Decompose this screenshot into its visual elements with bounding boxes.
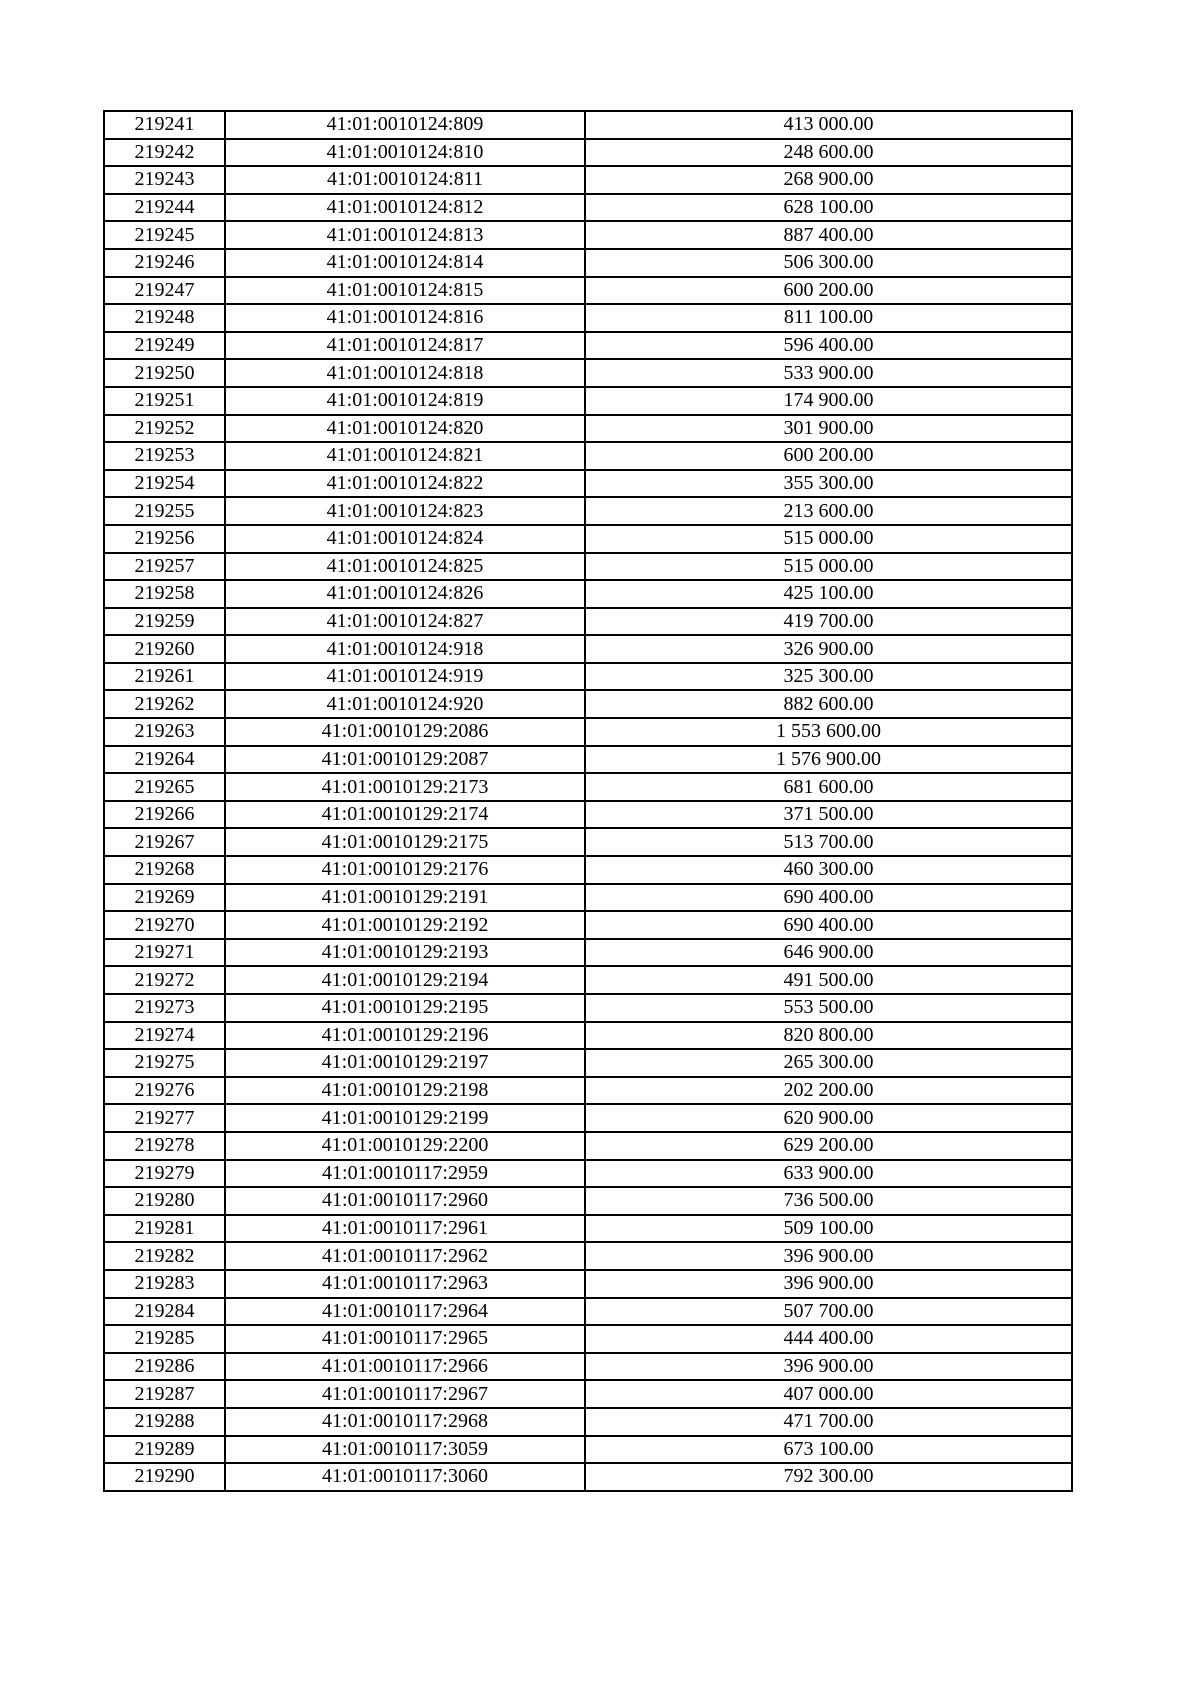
table-row xyxy=(104,1022,1072,1050)
row-number-cell: 219288 xyxy=(104,1408,225,1436)
table-row xyxy=(104,166,1072,194)
cadastral-number-cell: 41:01:0010124:809 xyxy=(225,111,585,139)
table-row xyxy=(104,828,1072,856)
cadastral-value-cell: 596 400.00 xyxy=(585,332,1072,360)
row-number-cell: 219244 xyxy=(104,194,225,222)
table-row xyxy=(104,1298,1072,1326)
table-row xyxy=(104,111,1072,139)
cadastral-number-cell: 41:01:0010124:919 xyxy=(225,663,585,691)
table-row xyxy=(104,1187,1072,1215)
cadastral-value-cell: 628 100.00 xyxy=(585,194,1072,222)
row-number-cell: 219259 xyxy=(104,608,225,636)
table-row xyxy=(104,608,1072,636)
row-number-cell: 219266 xyxy=(104,801,225,829)
row-number-cell: 219272 xyxy=(104,966,225,994)
cadastral-number-cell: 41:01:0010124:811 xyxy=(225,166,585,194)
row-number-cell: 219262 xyxy=(104,690,225,718)
table-row xyxy=(104,387,1072,415)
table-row xyxy=(104,856,1072,884)
cadastral-value-cell: 600 200.00 xyxy=(585,442,1072,470)
cadastral-number-cell: 41:01:0010124:810 xyxy=(225,139,585,167)
table-row xyxy=(104,1270,1072,1298)
row-number-cell: 219270 xyxy=(104,911,225,939)
cadastral-number-cell: 41:01:0010129:2200 xyxy=(225,1132,585,1160)
row-number-cell: 219282 xyxy=(104,1242,225,1270)
cadastral-number-cell: 41:01:0010129:2086 xyxy=(225,718,585,746)
cadastral-number-cell: 41:01:0010117:2967 xyxy=(225,1380,585,1408)
cadastral-value-cell: 792 300.00 xyxy=(585,1463,1072,1491)
table-row xyxy=(104,718,1072,746)
table-row xyxy=(104,911,1072,939)
row-number-cell: 219264 xyxy=(104,746,225,774)
table-row xyxy=(104,635,1072,663)
row-number-cell: 219263 xyxy=(104,718,225,746)
cadastral-value-cell: 553 500.00 xyxy=(585,994,1072,1022)
cadastral-value-cell: 887 400.00 xyxy=(585,221,1072,249)
row-number-cell: 219285 xyxy=(104,1325,225,1353)
table-row xyxy=(104,1325,1072,1353)
row-number-cell: 219287 xyxy=(104,1380,225,1408)
cadastral-value-cell: 425 100.00 xyxy=(585,580,1072,608)
row-number-cell: 219279 xyxy=(104,1160,225,1188)
cadastral-value-cell: 301 900.00 xyxy=(585,415,1072,443)
table-row xyxy=(104,525,1072,553)
table-row xyxy=(104,939,1072,967)
row-number-cell: 219290 xyxy=(104,1463,225,1491)
row-number-cell: 219248 xyxy=(104,304,225,332)
row-number-cell: 219269 xyxy=(104,884,225,912)
cadastral-number-cell: 41:01:0010117:3059 xyxy=(225,1436,585,1464)
table-row xyxy=(104,1104,1072,1132)
table-row xyxy=(104,442,1072,470)
cadastral-number-cell: 41:01:0010129:2175 xyxy=(225,828,585,856)
cadastral-number-cell: 41:01:0010124:822 xyxy=(225,470,585,498)
cadastral-value-cell: 174 900.00 xyxy=(585,387,1072,415)
table-row xyxy=(104,194,1072,222)
cadastral-value-cell: 202 200.00 xyxy=(585,1077,1072,1105)
row-number-cell: 219260 xyxy=(104,635,225,663)
row-number-cell: 219286 xyxy=(104,1353,225,1381)
cadastral-number-cell: 41:01:0010117:2961 xyxy=(225,1215,585,1243)
cadastral-value-cell: 620 900.00 xyxy=(585,1104,1072,1132)
table-row xyxy=(104,1132,1072,1160)
cadastral-value-table xyxy=(103,110,1073,1492)
row-number-cell: 219284 xyxy=(104,1298,225,1326)
cadastral-value-cell: 1 576 900.00 xyxy=(585,746,1072,774)
cadastral-number-cell: 41:01:0010117:2968 xyxy=(225,1408,585,1436)
cadastral-value-cell: 673 100.00 xyxy=(585,1436,1072,1464)
cadastral-value-cell: 471 700.00 xyxy=(585,1408,1072,1436)
cadastral-number-cell: 41:01:0010129:2087 xyxy=(225,746,585,774)
table-row xyxy=(104,470,1072,498)
row-number-cell: 219251 xyxy=(104,387,225,415)
cadastral-number-cell: 41:01:0010129:2197 xyxy=(225,1049,585,1077)
table-row xyxy=(104,359,1072,387)
table-row xyxy=(104,1463,1072,1491)
cadastral-value-cell: 811 100.00 xyxy=(585,304,1072,332)
table-row xyxy=(104,497,1072,525)
row-number-cell: 219257 xyxy=(104,553,225,581)
table-row xyxy=(104,966,1072,994)
cadastral-number-cell: 41:01:0010124:820 xyxy=(225,415,585,443)
cadastral-number-cell: 41:01:0010117:2959 xyxy=(225,1160,585,1188)
cadastral-number-cell: 41:01:0010117:2964 xyxy=(225,1298,585,1326)
row-number-cell: 219241 xyxy=(104,111,225,139)
cadastral-value-cell: 513 700.00 xyxy=(585,828,1072,856)
cadastral-number-cell: 41:01:0010129:2193 xyxy=(225,939,585,967)
cadastral-value-cell: 326 900.00 xyxy=(585,635,1072,663)
table-row xyxy=(104,1436,1072,1464)
table-row xyxy=(104,221,1072,249)
cadastral-value-cell: 506 300.00 xyxy=(585,249,1072,277)
cadastral-number-cell: 41:01:0010129:2173 xyxy=(225,773,585,801)
row-number-cell: 219247 xyxy=(104,277,225,305)
cadastral-value-cell: 268 900.00 xyxy=(585,166,1072,194)
cadastral-number-cell: 41:01:0010117:2962 xyxy=(225,1242,585,1270)
row-number-cell: 219261 xyxy=(104,663,225,691)
row-number-cell: 219246 xyxy=(104,249,225,277)
cadastral-number-cell: 41:01:0010129:2194 xyxy=(225,966,585,994)
cadastral-number-cell: 41:01:0010124:816 xyxy=(225,304,585,332)
row-number-cell: 219273 xyxy=(104,994,225,1022)
cadastral-value-cell: 444 400.00 xyxy=(585,1325,1072,1353)
row-number-cell: 219242 xyxy=(104,139,225,167)
cadastral-value-cell: 460 300.00 xyxy=(585,856,1072,884)
row-number-cell: 219258 xyxy=(104,580,225,608)
cadastral-number-cell: 41:01:0010124:826 xyxy=(225,580,585,608)
row-number-cell: 219250 xyxy=(104,359,225,387)
cadastral-value-cell: 820 800.00 xyxy=(585,1022,1072,1050)
cadastral-number-cell: 41:01:0010124:827 xyxy=(225,608,585,636)
cadastral-number-cell: 41:01:0010124:819 xyxy=(225,387,585,415)
table-row xyxy=(104,415,1072,443)
cadastral-number-cell: 41:01:0010129:2199 xyxy=(225,1104,585,1132)
cadastral-value-cell: 533 900.00 xyxy=(585,359,1072,387)
cadastral-value-cell: 882 600.00 xyxy=(585,690,1072,718)
table-row xyxy=(104,580,1072,608)
row-number-cell: 219255 xyxy=(104,497,225,525)
table-row xyxy=(104,1215,1072,1243)
row-number-cell: 219268 xyxy=(104,856,225,884)
cadastral-number-cell: 41:01:0010124:920 xyxy=(225,690,585,718)
cadastral-value-cell: 325 300.00 xyxy=(585,663,1072,691)
cadastral-number-cell: 41:01:0010117:2960 xyxy=(225,1187,585,1215)
row-number-cell: 219249 xyxy=(104,332,225,360)
cadastral-number-cell: 41:01:0010129:2195 xyxy=(225,994,585,1022)
cadastral-value-cell: 690 400.00 xyxy=(585,911,1072,939)
row-number-cell: 219281 xyxy=(104,1215,225,1243)
cadastral-number-cell: 41:01:0010129:2176 xyxy=(225,856,585,884)
row-number-cell: 219278 xyxy=(104,1132,225,1160)
cadastral-number-cell: 41:01:0010117:2965 xyxy=(225,1325,585,1353)
cadastral-number-cell: 41:01:0010129:2174 xyxy=(225,801,585,829)
row-number-cell: 219271 xyxy=(104,939,225,967)
cadastral-value-cell: 600 200.00 xyxy=(585,277,1072,305)
table-row xyxy=(104,553,1072,581)
row-number-cell: 219277 xyxy=(104,1104,225,1132)
cadastral-number-cell: 41:01:0010124:821 xyxy=(225,442,585,470)
row-number-cell: 219267 xyxy=(104,828,225,856)
cadastral-number-cell: 41:01:0010129:2191 xyxy=(225,884,585,912)
cadastral-value-cell: 507 700.00 xyxy=(585,1298,1072,1326)
cadastral-value-cell: 509 100.00 xyxy=(585,1215,1072,1243)
table-row xyxy=(104,690,1072,718)
cadastral-value-cell: 736 500.00 xyxy=(585,1187,1072,1215)
cadastral-value-cell: 1 553 600.00 xyxy=(585,718,1072,746)
table-row xyxy=(104,277,1072,305)
cadastral-number-cell: 41:01:0010117:2966 xyxy=(225,1353,585,1381)
cadastral-value-cell: 419 700.00 xyxy=(585,608,1072,636)
cadastral-number-cell: 41:01:0010129:2196 xyxy=(225,1022,585,1050)
cadastral-number-cell: 41:01:0010124:817 xyxy=(225,332,585,360)
cadastral-value-cell: 396 900.00 xyxy=(585,1242,1072,1270)
cadastral-value-cell: 681 600.00 xyxy=(585,773,1072,801)
row-number-cell: 219254 xyxy=(104,470,225,498)
row-number-cell: 219245 xyxy=(104,221,225,249)
table-row xyxy=(104,884,1072,912)
cadastral-value-cell: 265 300.00 xyxy=(585,1049,1072,1077)
cadastral-number-cell: 41:01:0010129:2192 xyxy=(225,911,585,939)
table-row xyxy=(104,746,1072,774)
table-row xyxy=(104,1160,1072,1188)
row-number-cell: 219253 xyxy=(104,442,225,470)
table-row xyxy=(104,1049,1072,1077)
cadastral-value-cell: 407 000.00 xyxy=(585,1380,1072,1408)
cadastral-value-cell: 396 900.00 xyxy=(585,1270,1072,1298)
cadastral-value-cell: 491 500.00 xyxy=(585,966,1072,994)
cadastral-value-cell: 515 000.00 xyxy=(585,525,1072,553)
cadastral-number-cell: 41:01:0010117:2963 xyxy=(225,1270,585,1298)
table-row xyxy=(104,1380,1072,1408)
cadastral-number-cell: 41:01:0010124:815 xyxy=(225,277,585,305)
row-number-cell: 219243 xyxy=(104,166,225,194)
cadastral-value-cell: 646 900.00 xyxy=(585,939,1072,967)
table-row xyxy=(104,773,1072,801)
cadastral-value-cell: 371 500.00 xyxy=(585,801,1072,829)
cadastral-number-cell: 41:01:0010124:813 xyxy=(225,221,585,249)
cadastral-number-cell: 41:01:0010124:824 xyxy=(225,525,585,553)
table-row xyxy=(104,1353,1072,1381)
row-number-cell: 219280 xyxy=(104,1187,225,1215)
row-number-cell: 219275 xyxy=(104,1049,225,1077)
table-row xyxy=(104,801,1072,829)
cadastral-value-cell: 248 600.00 xyxy=(585,139,1072,167)
cadastral-number-cell: 41:01:0010124:814 xyxy=(225,249,585,277)
cadastral-value-cell: 213 600.00 xyxy=(585,497,1072,525)
table-row xyxy=(104,1077,1072,1105)
table-row xyxy=(104,663,1072,691)
cadastral-value-cell: 690 400.00 xyxy=(585,884,1072,912)
cadastral-number-cell: 41:01:0010124:918 xyxy=(225,635,585,663)
row-number-cell: 219289 xyxy=(104,1436,225,1464)
row-number-cell: 219265 xyxy=(104,773,225,801)
cadastral-number-cell: 41:01:0010117:3060 xyxy=(225,1463,585,1491)
cadastral-number-cell: 41:01:0010124:812 xyxy=(225,194,585,222)
table-row xyxy=(104,304,1072,332)
cadastral-value-cell: 515 000.00 xyxy=(585,553,1072,581)
cadastral-number-cell: 41:01:0010124:823 xyxy=(225,497,585,525)
cadastral-value-cell: 355 300.00 xyxy=(585,470,1072,498)
row-number-cell: 219276 xyxy=(104,1077,225,1105)
cadastral-value-cell: 629 200.00 xyxy=(585,1132,1072,1160)
cadastral-number-cell: 41:01:0010124:818 xyxy=(225,359,585,387)
table-row xyxy=(104,1242,1072,1270)
table-row xyxy=(104,1408,1072,1436)
row-number-cell: 219252 xyxy=(104,415,225,443)
row-number-cell: 219274 xyxy=(104,1022,225,1050)
table-row xyxy=(104,332,1072,360)
table-row xyxy=(104,249,1072,277)
cadastral-value-cell: 413 000.00 xyxy=(585,111,1072,139)
cadastral-number-cell: 41:01:0010124:825 xyxy=(225,553,585,581)
table-body xyxy=(104,111,1072,1491)
row-number-cell: 219256 xyxy=(104,525,225,553)
table-row xyxy=(104,139,1072,167)
cadastral-value-cell: 633 900.00 xyxy=(585,1160,1072,1188)
row-number-cell: 219283 xyxy=(104,1270,225,1298)
table-row xyxy=(104,994,1072,1022)
cadastral-number-cell: 41:01:0010129:2198 xyxy=(225,1077,585,1105)
cadastral-value-cell: 396 900.00 xyxy=(585,1353,1072,1381)
